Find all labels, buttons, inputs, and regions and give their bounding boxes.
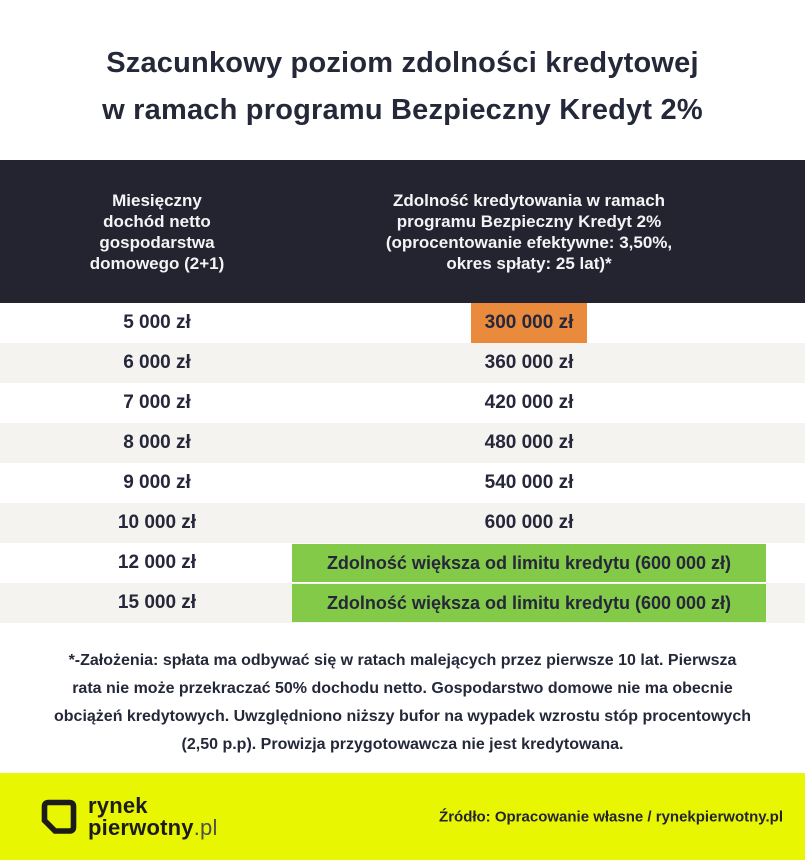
capacity-cell: 420 000 zł [484,392,574,413]
rynekpierwotny-logo-icon [40,798,78,836]
source-credit: Źródło: Opracowanie własne / rynekpierwotny.pl [439,808,783,825]
table-row [0,543,805,583]
capacity-cell [292,303,766,343]
table-row [0,343,805,383]
logo-word-rynek: rynek [88,792,148,818]
income-cell: 15 000 zł [117,592,197,613]
income-cell: 10 000 zł [117,512,197,533]
income-cell: 8 000 zł [123,432,191,453]
rynekpierwotny-logo [40,792,218,840]
capacity-cell: 540 000 zł [484,472,574,493]
capacity-value-green-highlight: Zdolność większa od limitu kredytu (600 000 zł) [292,544,766,582]
logo-word-pl: .pl [193,814,218,840]
page-title-line-1: Szacunkowy poziom zdolności kredytowej [106,47,699,79]
page-title-line-2: w ramach programu Bezpieczny Kredyt 2% [102,94,703,126]
capacity-cell [292,543,766,583]
table-header [0,160,805,303]
footnote-line: rata nie może przekraczać 50% dochodu netto. Gospodarstwo domowe nie ma obecnie [72,680,733,697]
capacity-header-line: programu Bezpieczny Kredyt 2% [396,211,662,231]
capacity-header-line: (oprocentowanie efektywne: 3,50%, [385,232,673,252]
capacity-value-orange-highlight: 300 000 zł [471,303,588,343]
table-row [0,503,805,543]
income-cell: 7 000 zł [123,392,191,413]
income-header-line: gospodarstwa [99,232,215,252]
capacity-column-header [292,160,766,303]
income-header-line: Miesięczny [112,190,202,210]
table-row [0,303,805,343]
capacity-cell: 480 000 zł [484,432,574,453]
credit-capacity-table [0,303,805,623]
table-row [0,383,805,423]
income-cell: 6 000 zł [123,352,191,373]
income-header-line: domowego (2+1) [89,253,225,273]
income-cell: 5 000 zł [123,312,191,333]
capacity-header-line: Zdolność kredytowania w ramach [392,190,666,210]
footnote-line: (2,50 p.p). Prowizja przygotowawcza nie jest kredytowana. [181,736,624,753]
capacity-cell: 360 000 zł [484,352,574,373]
income-cell: 9 000 zł [123,472,191,493]
income-header-line: dochód netto [103,211,211,231]
logo-word-pierwotny: pierwotny [88,814,194,840]
income-column-header [0,160,314,303]
footer-bar [0,773,805,860]
table-row [0,463,805,503]
page-title [0,40,805,134]
capacity-cell [292,583,766,623]
assumptions-footnote [0,647,805,759]
footnote-line: *-Założenia: spłata ma odbywać się w ratach malejących przez pierwsze 10 lat. Pierwsza [68,652,737,669]
capacity-value-green-highlight: Zdolność większa od limitu kredytu (600 000 zł) [292,584,766,622]
footnote-line: obciążeń kredytowych. Uwzględniono niższy bufor na wypadek wzrostu stóp procentowych [54,708,751,725]
capacity-header-line: okres spłaty: 25 lat)* [446,253,612,273]
logo-wordmark [88,792,218,840]
capacity-cell: 600 000 zł [484,512,574,533]
income-cell: 12 000 zł [117,552,197,573]
table-row [0,583,805,623]
table-row [0,423,805,463]
